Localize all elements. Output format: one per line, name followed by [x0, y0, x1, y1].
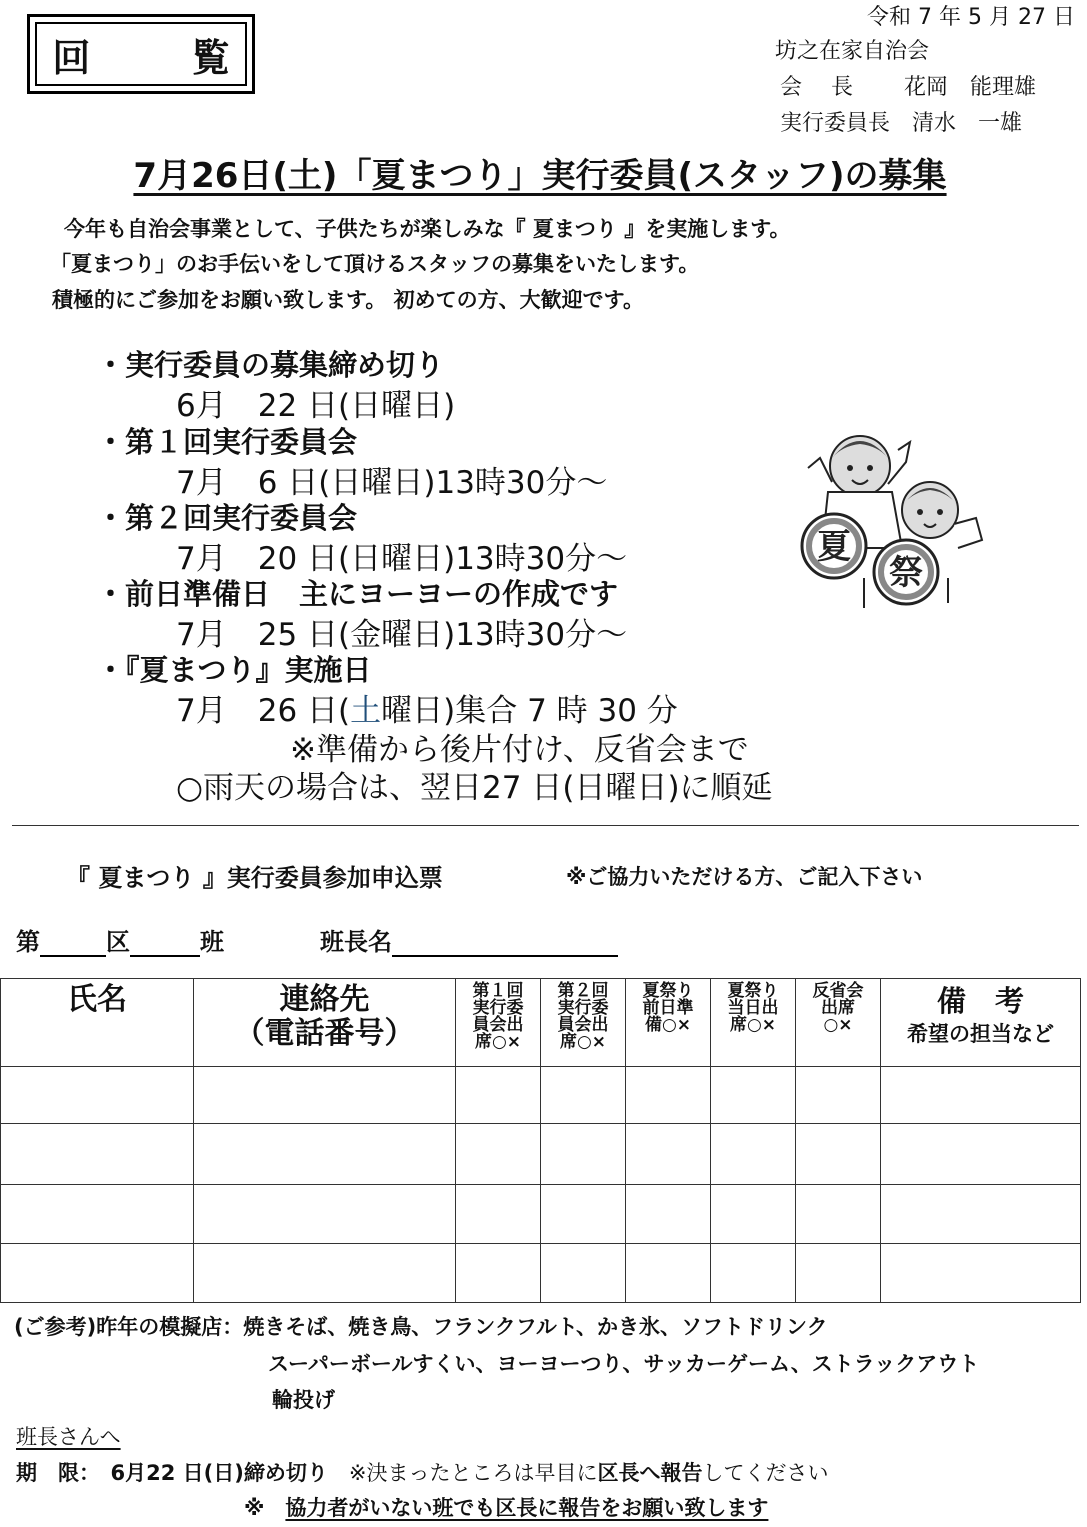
schedule-date-deadline: 6月 22 日(日曜日) [176, 388, 456, 424]
final-request: ※ 協力者がいない班でも区長に報告をお願い致します [244, 1496, 769, 1520]
col-meeting2: 第２回 実行委 員会出 席○× [541, 979, 626, 1067]
intro-line-1: 今年も自治会事業として、子供たちが楽しみな『 夏まつり 』を実施します。 [64, 217, 791, 241]
name-cell[interactable] [1, 1244, 194, 1303]
col-prep-day: 夏祭り 前日準 備○× [626, 979, 711, 1067]
meeting1-cell[interactable] [456, 1185, 541, 1244]
schedule-heading-deadline: ・実行委員の募集締め切り [96, 348, 445, 382]
festival-children-illustration [798, 428, 988, 608]
table-row [1, 1124, 1081, 1185]
meeting2-cell[interactable] [541, 1124, 626, 1185]
meeting2-cell[interactable] [541, 1185, 626, 1244]
meeting2-cell[interactable] [541, 1244, 626, 1303]
col-review: 反省会 出席 ○× [796, 979, 881, 1067]
section-divider [12, 825, 1079, 826]
page-title: 7月26日(土)「夏まつり」実行委員(スタッフ)の募集 [133, 156, 947, 196]
col-name: 氏名 [1, 979, 194, 1067]
schedule-date-prep: 7月 25 日(金曜日)13時30分～ [176, 617, 628, 653]
issue-date: 令和 7 年 5 月 27 日 [867, 5, 1075, 30]
prep-cell[interactable] [626, 1244, 711, 1303]
remarks-cell[interactable] [881, 1124, 1081, 1185]
rain-note: ○雨天の場合は、翌日27 日(日曜日)に順延 [176, 770, 773, 806]
schedule-date-meeting2: 7月 20 日(日曜日)13時30分～ [176, 541, 628, 577]
form-title: 『 夏まつり 』実行委員参加申込票 [66, 864, 443, 892]
col-contact: 連絡先 （電話番号） [194, 979, 456, 1067]
schedule-heading-meeting1: ・第１回実行委員会 [96, 425, 358, 459]
festival-cell[interactable] [711, 1244, 796, 1303]
meeting2-cell[interactable] [541, 1067, 626, 1124]
remarks-cell[interactable] [881, 1067, 1081, 1124]
meeting1-cell[interactable] [456, 1067, 541, 1124]
festival-cell[interactable] [711, 1067, 796, 1124]
remarks-cell[interactable] [881, 1244, 1081, 1303]
schedule-heading-festival: ・『夏まつり』実施日 [96, 653, 372, 687]
reference-line-2: スーパーボールすくい、ヨーヨーつり、サッカーゲーム、ストラックアウト [268, 1352, 980, 1376]
prep-note: ※準備から後片付け、反省会まで [290, 732, 749, 768]
group-blank[interactable] [130, 955, 200, 957]
leader-name-blank[interactable] [392, 955, 618, 957]
schedule-date-festival: 7月 26 日(土曜日)集合 7 時 30 分 [176, 693, 678, 729]
meeting1-cell[interactable] [456, 1244, 541, 1303]
contact-cell[interactable] [194, 1124, 456, 1185]
review-cell[interactable] [796, 1244, 881, 1303]
kairan-box [27, 14, 274, 94]
leader-line: 班長名 [320, 922, 618, 957]
col-meeting1: 第１回 実行委 員会出 席○× [456, 979, 541, 1067]
col-remarks: 備 考 希望の担当など [881, 979, 1081, 1067]
name-cell[interactable] [1, 1124, 194, 1185]
reference-line-1: (ご参考)昨年の模擬店：焼きそば、焼き鳥、フランクフルト、かき氷、ソフトドリンク [14, 1315, 828, 1339]
prep-cell[interactable] [626, 1067, 711, 1124]
committee-chair: 実行委員長 清水 一雄 [780, 111, 1023, 136]
meeting1-cell[interactable] [456, 1124, 541, 1185]
form-request: ※ご協力いただける方、ご記入下さい [566, 865, 923, 889]
deadline-line: 期 限： 6月22 日(日)締め切り ※決まったところは早目に区長へ報告してください [16, 1461, 829, 1485]
schedule-heading-prep: ・前日準備日 主にヨーヨーの作成です [96, 577, 619, 611]
review-cell[interactable] [796, 1185, 881, 1244]
contact-cell[interactable] [194, 1067, 456, 1124]
district-blank[interactable] [40, 955, 106, 957]
fan-char-matsuri: 祭 [889, 553, 923, 593]
application-table [0, 978, 1081, 1303]
fan-char-natsu: 夏 [817, 527, 851, 567]
intro-line-2: 「夏まつり」のお手伝いをして頂けるスタッフの募集をいたします。 [50, 252, 700, 276]
kairan-label: 回 覧 [35, 22, 247, 86]
table-row [1, 1244, 1081, 1303]
schedule-date-meeting1: 7月 6 日(日曜日)13時30分～ [176, 465, 608, 501]
organization: 坊之在家自治会 [775, 39, 930, 64]
prep-cell[interactable] [626, 1124, 711, 1185]
col-festival-day: 夏祭り 当日出 席○× [711, 979, 796, 1067]
district-line: 第 区 班 [16, 928, 224, 956]
to-leaders: 班長さんへ [16, 1425, 121, 1449]
intro-line-3: 積極的にご参加をお願い致します。 初めての方、大歓迎です。 [52, 288, 644, 312]
name-cell[interactable] [1, 1185, 194, 1244]
festival-cell[interactable] [711, 1124, 796, 1185]
contact-cell[interactable] [194, 1244, 456, 1303]
review-cell[interactable] [796, 1124, 881, 1185]
remarks-cell[interactable] [881, 1185, 1081, 1244]
contact-cell[interactable] [194, 1185, 456, 1244]
reference-line-3: 輪投げ [272, 1388, 335, 1412]
review-cell[interactable] [796, 1067, 881, 1124]
prep-cell[interactable] [626, 1185, 711, 1244]
schedule-heading-meeting2: ・第２回実行委員会 [96, 501, 358, 535]
name-cell[interactable] [1, 1067, 194, 1124]
table-row [1, 1067, 1081, 1124]
chairman: 会 長 花岡 能理雄 [780, 75, 1036, 100]
table-row [1, 1185, 1081, 1244]
festival-cell[interactable] [711, 1185, 796, 1244]
